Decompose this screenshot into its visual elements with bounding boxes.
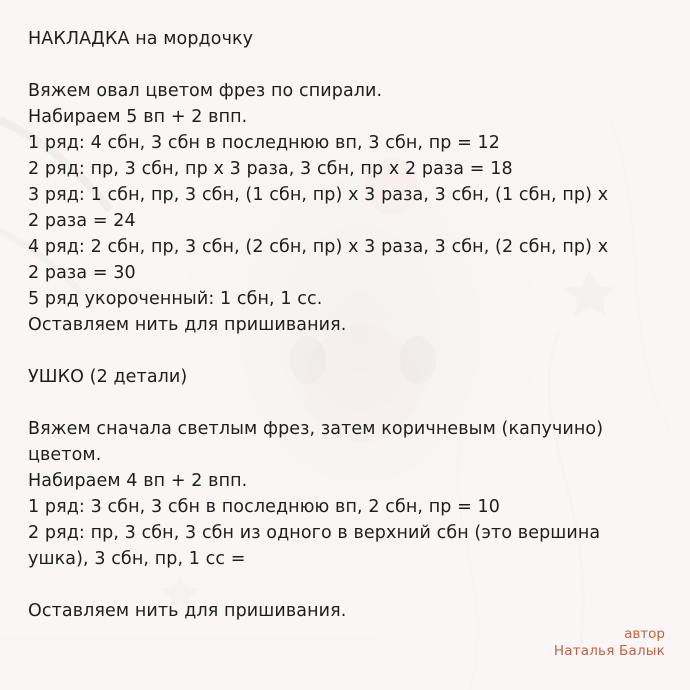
ear-line: 2 ряд: пр, 3 сбн, 3 сбн из одного в верхний сбн (это вершина: [28, 523, 601, 543]
ear-line: цветом.: [28, 445, 102, 465]
ear-line: ушка), 3 сбн, пр, 1 сс =: [28, 549, 246, 569]
muzzle-title: НАКЛАДКА на мордочку: [28, 29, 254, 49]
muzzle-line: Вяжем овал цветом фрез по спирали.: [28, 81, 383, 101]
muzzle-line: Оставляем нить для пришивания.: [28, 315, 347, 335]
spacer: [28, 572, 678, 598]
ear-title: УШКО (2 детали): [28, 367, 188, 387]
muzzle-line: 2 раза = 30: [28, 263, 136, 283]
spacer: [28, 390, 678, 416]
instructions-text: [28, 26, 678, 624]
author-credit: [554, 626, 665, 660]
muzzle-line: 2 раза = 24: [28, 211, 136, 231]
ear-line: 1 ряд: 3 сбн, 3 сбн в последнюю вп, 2 сбн, пр = 10: [28, 497, 501, 517]
muzzle-line: Набираем 5 вп + 2 впп.: [28, 107, 248, 127]
author-name: Наталья Балык: [553, 643, 665, 659]
muzzle-line: 4 ряд: 2 сбн, пр, 3 сбн, (2 сбн, пр) х 3 раза, 3 сбн, (2 сбн, пр) х: [28, 237, 609, 257]
muzzle-line: 5 ряд укороченный: 1 сбн, 1 сс.: [28, 289, 323, 309]
muzzle-line: 3 ряд: 1 сбн, пр, 3 сбн, (1 сбн, пр) х 3 раза, 3 сбн, (1 сбн, пр) х: [28, 185, 609, 205]
spacer: [28, 52, 678, 78]
ear-line: Вяжем сначала светлым фрез, затем коричневым (капучино): [28, 419, 604, 439]
ear-line: Набираем 4 вп + 2 впп.: [28, 471, 248, 491]
spacer: [28, 338, 678, 364]
muzzle-line: 2 ряд: пр, 3 сбн, пр х 3 раза, 3 сбн, пр х 2 раза = 18: [28, 159, 513, 179]
author-label: автор: [624, 626, 665, 642]
muzzle-line: 1 ряд: 4 сбн, 3 сбн в последнюю вп, 3 сбн, пр = 12: [28, 133, 501, 153]
ear-closing-line: Оставляем нить для пришивания.: [28, 601, 347, 621]
